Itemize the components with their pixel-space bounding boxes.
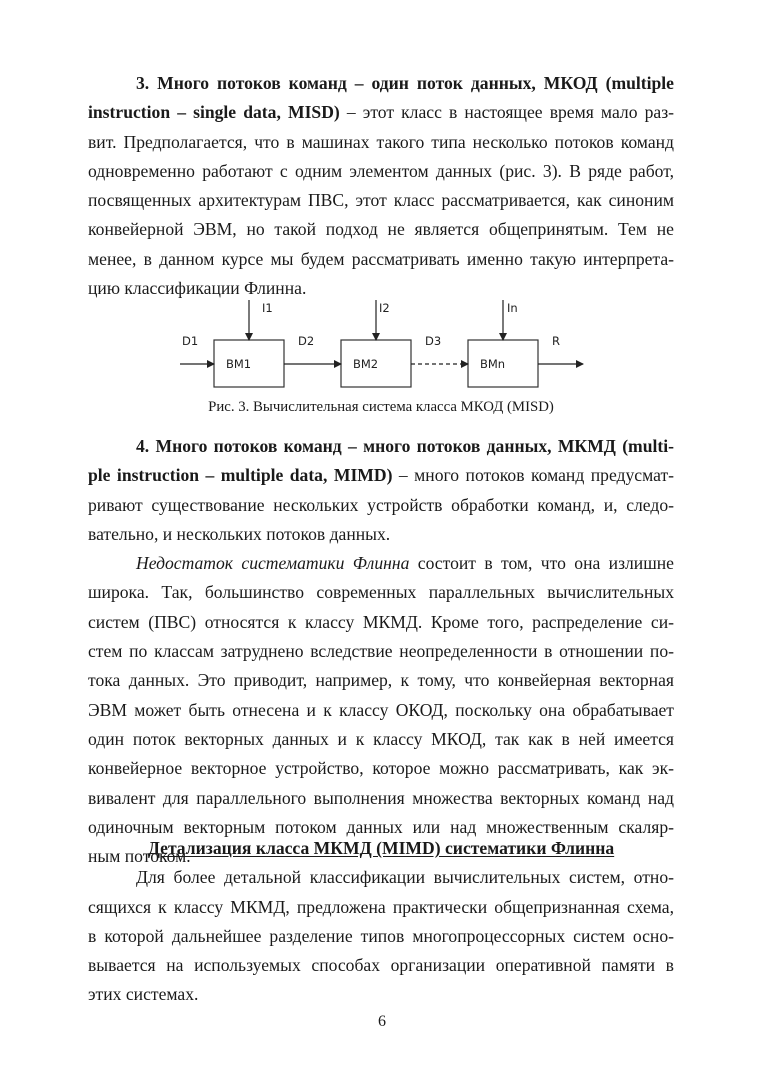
paragraph-line: ным потоком. xyxy=(88,846,191,867)
paragraph-line: конвейерное векторное устройство, которое можно рассматривать, как эк- xyxy=(88,758,674,779)
figure-caption: Рис. 3. Вычислительная система класса МКОД (MISD) xyxy=(208,399,554,415)
label-r: R xyxy=(552,334,560,348)
paragraph-line: посвященных архитектурам ПВС, этот класс рассматривается, как синоним xyxy=(88,190,674,211)
label-vmn: ВМn xyxy=(480,357,506,371)
paragraph-line: вательно, и нескольких потоков данных. xyxy=(88,523,391,544)
label-i2: I2 xyxy=(379,301,390,315)
paragraph-line xyxy=(88,549,674,578)
section-mimd xyxy=(88,432,674,871)
misd-diagram xyxy=(170,295,610,395)
label-i1: I1 xyxy=(262,301,273,315)
label-d3: D3 xyxy=(425,334,442,348)
paragraph-line: тока данных. Это приводит, например, к тому, что конвейерная векторная xyxy=(88,670,674,691)
section-title-mimd: 4. Много потоков команд – много потоков данных, МКМД (multi- xyxy=(136,436,674,456)
label-vm1: ВМ1 xyxy=(226,357,252,371)
page-number: 6 xyxy=(378,1013,386,1030)
paragraph-line: ривают существование нескольких устройств обработки команд, и, следо- xyxy=(88,494,674,515)
paragraph-line: сящихся к классу МКМД, предложена практически общепризнанная схема, xyxy=(88,896,674,917)
paragraph-line: вивалент для параллельного выполнения множества векторных команд над xyxy=(88,787,674,808)
italic-term: Недостаток систематики Флинна xyxy=(136,553,410,574)
paragraph-line: цию классификации Флинна. xyxy=(88,278,307,299)
misd-term: instruction – single data, MISD) xyxy=(88,102,340,123)
paragraph-line: Для более детальной классификации вычислительных систем, отно- xyxy=(136,867,674,888)
paragraph-line xyxy=(88,834,674,863)
paragraph-line: широка. Так, большинство современных параллельных вычислительных xyxy=(88,582,674,603)
mimd-term: ple instruction – multiple data, MIMD) xyxy=(88,465,393,486)
paragraph-line: систем (ПВС) относятся к классу МКМД. Кроме того, распределение си- xyxy=(88,611,674,632)
label-in: In xyxy=(507,301,518,315)
text-span: состоит в том, что она излишне xyxy=(409,553,674,574)
paragraph-line: один поток векторных данных и к классу МКОД, так как в ней имеется xyxy=(88,728,674,749)
paragraph-line: вывается на используемых способах организации оперативной памяти в xyxy=(88,955,674,976)
section-mimd-detail xyxy=(88,834,674,1010)
section-title-misd: 3. Много потоков команд – один поток данных, МКОД (multiple xyxy=(136,73,674,93)
label-d1: D1 xyxy=(182,334,199,348)
label-vm2: ВМ2 xyxy=(353,357,379,371)
paragraph-line: ЭВМ может быть отнесена и к классу ОКОД, поскольку она обрабатывает xyxy=(88,699,674,720)
paragraph-line: конвейерной ЭВМ, но такой подход не является общепринятым. Тем не xyxy=(88,219,674,240)
text-span: – много потоков команд предусмат- xyxy=(392,465,674,486)
paragraph-line xyxy=(88,461,674,490)
paragraph-line: этих системах. xyxy=(88,984,199,1005)
paragraph-line xyxy=(88,98,674,127)
section-misd xyxy=(88,69,674,303)
text-span: – этот класс в настоящее время мало раз- xyxy=(339,102,675,123)
paragraph-line: одновременно работают с одним элементом данных (рис. 3). В ряде работ, xyxy=(88,160,674,181)
paragraph-line: вит. Предполагается, что в машинах такого типа несколько потоков команд xyxy=(88,131,674,152)
paragraph-line: стем по классам затруднено вследствие неопределенности в отношении по- xyxy=(88,641,674,662)
label-d2: D2 xyxy=(298,334,315,348)
paragraph-line: в которой дальнейшее разделение типов многопроцессорных систем осно- xyxy=(88,925,674,946)
paragraph-line xyxy=(88,432,674,461)
paragraph-line xyxy=(88,69,674,98)
paragraph-line: одиночным векторным потоком данных или над множественным скаляр- xyxy=(88,816,674,837)
paragraph-line: менее, в данном курсе мы будем рассматривать именно такую интерпрета- xyxy=(88,248,674,269)
section-heading: Детализация класса МКМД (MIMD) систематики Флинна xyxy=(147,838,615,858)
